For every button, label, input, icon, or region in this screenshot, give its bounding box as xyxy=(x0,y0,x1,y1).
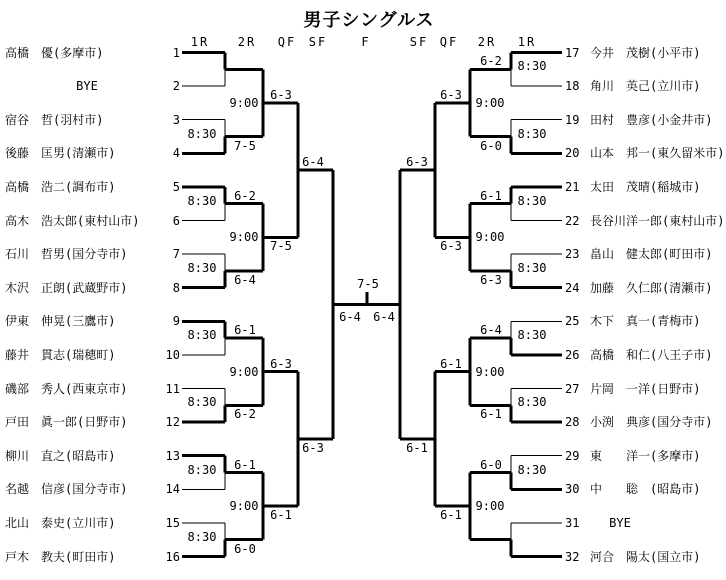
match-time: 8:30 xyxy=(187,126,217,141)
bye-label: BYE xyxy=(76,79,98,94)
match-score: 6-2 xyxy=(234,407,256,422)
player-seed: 9 xyxy=(172,314,180,329)
player-name: 伊東 伸晃(三鷹市) xyxy=(5,314,116,329)
round-header-5: F xyxy=(361,35,371,49)
player-seed: 8 xyxy=(172,280,180,295)
player-name: 後藤 匡男(清瀬市) xyxy=(5,146,116,161)
match-score: 7-5 xyxy=(270,239,292,254)
player-seed: 32 xyxy=(565,549,580,564)
match-time: 9:00 xyxy=(475,95,505,110)
player-seed: 25 xyxy=(565,314,580,329)
player-seed: 2 xyxy=(172,79,180,94)
match-time: 8:30 xyxy=(517,462,547,477)
player-name: 田村 豊彦(小金井市) xyxy=(590,112,713,127)
match-time: 8:30 xyxy=(187,529,217,544)
match-score: 6-1 xyxy=(270,508,292,523)
match-time: 8:30 xyxy=(517,59,547,74)
player-name: 木下 真一(青梅市) xyxy=(590,314,701,329)
match-time: 9:00 xyxy=(229,230,259,245)
match-time: 8:30 xyxy=(187,260,217,275)
match-time: 8:30 xyxy=(187,462,217,477)
match-score: 6-1 xyxy=(480,188,502,203)
match-score: 6-0 xyxy=(234,541,256,556)
match-score: 6-2 xyxy=(480,54,502,69)
player-seed: 23 xyxy=(565,247,580,262)
player-seed: 18 xyxy=(565,79,580,94)
player-name: 高木 浩太郎(東村山市) xyxy=(5,213,140,228)
player-name: 加藤 久仁郎(清瀬市) xyxy=(590,280,713,295)
player-name: 太田 茂晴(稲城市) xyxy=(590,179,701,194)
match-score: 6-4 xyxy=(339,309,361,324)
match-time: 8:30 xyxy=(187,328,217,343)
match-score: 6-1 xyxy=(440,356,462,371)
match-score: 6-3 xyxy=(480,272,502,287)
round-header-9: 1R xyxy=(517,35,537,49)
player-seed: 5 xyxy=(172,179,180,194)
player-name: 藤井 貫志(瑞穂町) xyxy=(5,347,116,362)
player-seed: 7 xyxy=(172,247,180,262)
match-score: 6-1 xyxy=(234,323,256,338)
player-name: 高橋 優(多摩市) xyxy=(5,45,104,60)
player-seed: 3 xyxy=(172,112,180,127)
match-score: 6-1 xyxy=(480,407,502,422)
player-name: 北山 泰史(立川市) xyxy=(5,515,116,530)
player-name: 長谷川洋一郎(東村山市) xyxy=(590,213,725,228)
player-seed: 10 xyxy=(165,347,180,362)
player-seed: 14 xyxy=(165,482,180,497)
match-time: 8:30 xyxy=(187,193,217,208)
match-score: 7-5 xyxy=(234,138,256,153)
player-seed: 19 xyxy=(565,112,580,127)
match-time: 9:00 xyxy=(229,95,259,110)
player-name: 角川 英己(立川市) xyxy=(590,79,701,94)
match-time: 9:00 xyxy=(475,230,505,245)
match-score: 6-3 xyxy=(440,239,462,254)
player-seed: 21 xyxy=(565,179,580,194)
player-name: 河合 陽太(国立市) xyxy=(590,549,701,564)
match-score: 6-4 xyxy=(302,155,324,170)
match-score: 6-4 xyxy=(373,309,395,324)
match-score: 6-1 xyxy=(234,457,256,472)
match-time: 8:30 xyxy=(187,395,217,410)
page-title: 男子シングルス xyxy=(303,10,435,31)
player-seed: 31 xyxy=(565,515,580,530)
player-seed: 6 xyxy=(172,213,180,228)
player-seed: 17 xyxy=(565,45,580,60)
match-time: 9:00 xyxy=(475,364,505,379)
round-header-8: 2R xyxy=(477,35,497,49)
match-time: 8:30 xyxy=(517,126,547,141)
player-seed: 29 xyxy=(565,448,580,463)
player-seed: 30 xyxy=(565,482,580,497)
player-name: 今井 茂樹(小平市) xyxy=(590,45,701,60)
player-seed: 24 xyxy=(565,280,580,295)
player-seed: 20 xyxy=(565,146,580,161)
player-seed: 26 xyxy=(565,347,580,362)
bracket-line-group xyxy=(182,53,562,557)
match-time: 9:00 xyxy=(475,499,505,514)
player-name: 名越 信彦(国分寺市) xyxy=(5,482,128,497)
match-score: 6-4 xyxy=(480,323,502,338)
player-name: 戸木 教夫(町田市) xyxy=(5,549,116,564)
bye-label: BYE xyxy=(609,515,631,530)
match-score: 6-3 xyxy=(406,155,428,170)
player-name: 戸田 眞一郎(日野市) xyxy=(5,415,128,430)
player-seed: 22 xyxy=(565,213,580,228)
player-seed: 11 xyxy=(165,381,180,396)
match-time: 8:30 xyxy=(517,328,547,343)
player-name: 石川 哲男(国分寺市) xyxy=(5,247,128,262)
round-header-1: 1R xyxy=(190,35,210,49)
match-score: 6-2 xyxy=(234,188,256,203)
player-seed: 12 xyxy=(165,415,180,430)
round-header-3: QF xyxy=(277,35,297,49)
player-name: 高橋 和仁(八王子市) xyxy=(590,347,713,362)
player-seed: 27 xyxy=(565,381,580,396)
round-header-2: 2R xyxy=(237,35,257,49)
match-score: 6-0 xyxy=(480,457,502,472)
match-score: 6-0 xyxy=(480,138,502,153)
match-score: 6-4 xyxy=(234,272,256,287)
match-time: 8:30 xyxy=(517,395,547,410)
match-time: 8:30 xyxy=(517,193,547,208)
match-score: 6-3 xyxy=(302,440,324,455)
player-seed: 1 xyxy=(172,45,180,60)
player-name: 高橋 浩二(調布市) xyxy=(5,179,116,194)
player-name: 中 聡 (昭島市) xyxy=(590,482,701,497)
player-name: 東 洋一(多摩市) xyxy=(590,448,701,463)
player-name: 片岡 一洋(日野市) xyxy=(590,381,701,396)
match-time: 9:00 xyxy=(229,499,259,514)
round-header-4: SF xyxy=(308,35,328,49)
player-name: 山本 邦一(東久留米市) xyxy=(590,146,725,161)
player-seed: 13 xyxy=(165,448,180,463)
final-score: 7-5 xyxy=(357,277,379,291)
player-name: 木沢 正朗(武蔵野市) xyxy=(5,280,128,295)
match-time: 9:00 xyxy=(229,364,259,379)
match-score: 6-3 xyxy=(270,356,292,371)
player-name: 宿谷 哲(羽村市) xyxy=(5,112,104,127)
match-score: 6-3 xyxy=(440,87,462,102)
player-name: 磯部 秀人(西東京市) xyxy=(5,381,128,396)
player-name: 畠山 健太郎(町田市) xyxy=(590,247,713,262)
player-name: 柳川 直之(昭島市) xyxy=(5,448,116,463)
round-header-7: QF xyxy=(439,35,459,49)
match-time: 8:30 xyxy=(517,260,547,275)
player-seed: 16 xyxy=(165,549,180,564)
match-score: 6-3 xyxy=(270,87,292,102)
round-header-6: SF xyxy=(409,35,429,49)
player-seed: 4 xyxy=(172,146,180,161)
player-seed: 15 xyxy=(165,515,180,530)
match-score: 6-1 xyxy=(406,440,428,455)
player-seed: 28 xyxy=(565,415,580,430)
player-name: 小渕 典彦(国分寺市) xyxy=(590,415,713,430)
match-score: 6-1 xyxy=(440,508,462,523)
